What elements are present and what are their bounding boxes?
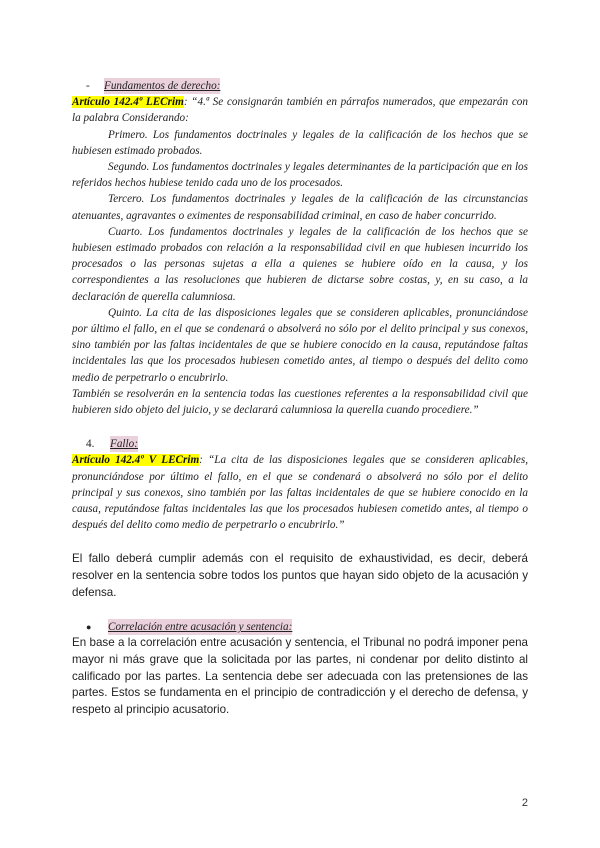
dash-bullet: - bbox=[86, 80, 90, 92]
heading-fallo: Fallo: bbox=[110, 436, 138, 452]
article-142-paragraph bbox=[72, 94, 528, 126]
article-label-highlight: Artículo 142.4º LECrim bbox=[72, 96, 184, 109]
paragraph-cuarto: Cuarto. Los fundamentos doctrinales y legales de la calificación de los hechos que se hubiesen estimado probados con relación a la responsabilidad civil en que hubiesen incurrido los procesados o las personas sujetas a ella a quienes se hubiere oído en la causa, y los correspondientes a las resoluciones que hubieren de dictarse sobre costas, y, en su caso, a la declaración de querella calumniosa. bbox=[72, 225, 528, 303]
article-label-highlight-2: Artículo 142.4º V LECrim bbox=[72, 454, 200, 467]
document-page bbox=[72, 78, 528, 718]
paragraph-tercero: Tercero. Los fundamentos doctrinales y legales de la calificación de las circunstancias atenuantes, agravantes o eximentes de responsabilidad criminal, en caso de haber concurrido. bbox=[72, 193, 528, 222]
heading-correlacion: Correlación entre acusación y sentencia: bbox=[108, 619, 292, 635]
section-number: 4. bbox=[86, 438, 95, 451]
section-heading-correlacion bbox=[72, 619, 528, 635]
page-number: 2 bbox=[521, 797, 528, 809]
paragraph-exhaustividad: El fallo deberá cumplir además con el requisito de exhaustividad, es decir, deberá resolver en la sentencia sobre todos los puntos que hayan sido objeto de la acusación y defensa. bbox=[72, 552, 528, 599]
round-bullet: ● bbox=[86, 622, 92, 633]
paragraph-primero: Primero. Los fundamentos doctrinales y legales de la calificación de los hechos que se hubiesen estimado probados. bbox=[72, 128, 528, 157]
paragraph-correlacion: En base a la correlación entre acusación y sentencia, el Tribunal no podrá imponer pena mayor ni más grave que la solicitada por las partes, ni condenar por delito distinto al calificado por las partes. La sentencia debe ser adecuada con las pretensiones de las partes. Estos se fundamenta en el principio de contradicción y el derecho de defensa, y respeto al principio acusatorio. bbox=[72, 636, 528, 716]
heading-fundamentos-de-derecho: Fundamentos de derecho: bbox=[104, 78, 220, 94]
article-v-text: : “La cita de las disposiciones legales que se consideren aplicables, pronunciándose por último el fallo, en el que se condenará o absolverá no sólo por el delito principal y sus conexos, sino también por las faltas incidentales de que se hubiere conocido en la causa, reputándose faltas incidentales las que los procesados hubiesen cometido antes, al tiempo o después del delito como medio de perpetrarlo o encubrirlo.” bbox=[72, 454, 528, 532]
paragraph-segundo: Segundo. Los fundamentos doctrinales y legales determinantes de la participación que en los referidos hechos hubiese tenido cada uno de los procesados. bbox=[72, 161, 528, 190]
paragraph-quinto: Quinto. La cita de las disposiciones legales que se consideren aplicables, pronunciándose por último el fallo, en el que se condenará o absolverá no sólo por el delito principal y sus conexos, sino también por las faltas incidentales de que se hubiere conocido en la causa, reputándose faltas incidentales las que los procesados hubiesen cometido antes, al tiempo o después del delito como medio de perpetrarlo o encubrirlo. bbox=[72, 306, 528, 384]
paragraph-tambien: También se resolverán en la sentencia todas las cuestiones referentes a la responsabilidad civil que hubieren sido objeto del juicio, y se declarará calumniosa la querella cuando procediere.” bbox=[72, 387, 528, 417]
section-heading-fundamentos bbox=[72, 78, 528, 94]
section-heading-fallo bbox=[72, 436, 528, 452]
article-intro-text: : “4.ª Se consignarán también en párrafos numerados, que empezarán con la palabra Considerando: bbox=[72, 96, 528, 125]
article-142-v-paragraph bbox=[72, 452, 528, 533]
